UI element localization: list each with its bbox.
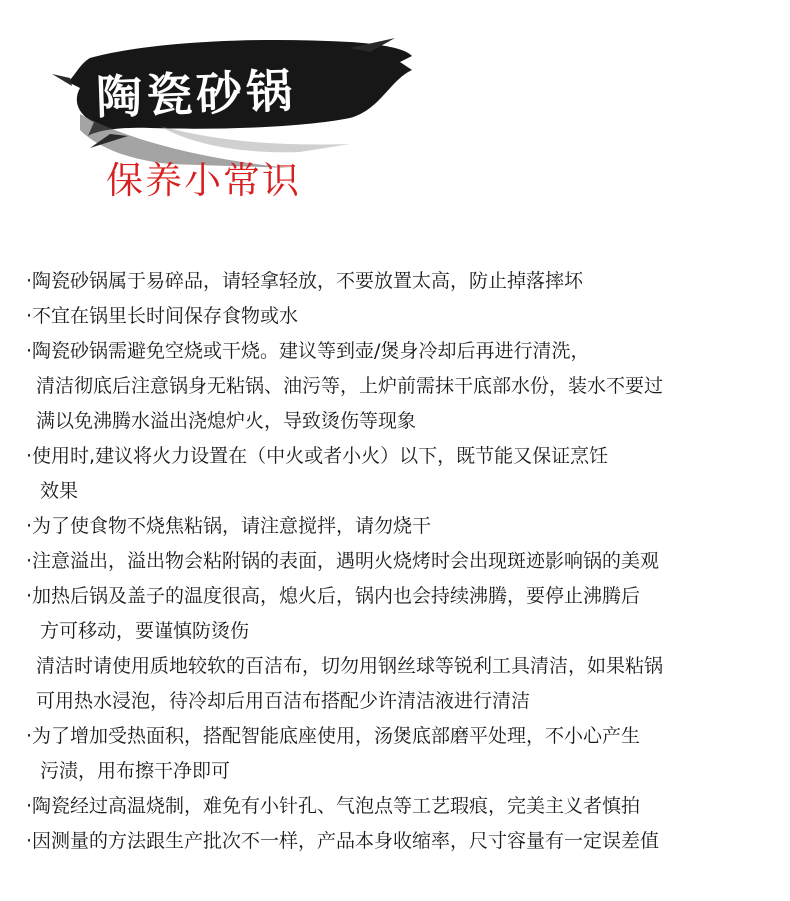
tip-line: 方可移动，要谨慎防烫伤: [40, 620, 250, 642]
tip-line: ·使用时,建议将火力设置在（中火或者小火）以下，既节能又保证烹饪: [26, 445, 609, 467]
tip-line: ·陶瓷经过高温烧制，难免有小针孔、气泡点等工艺瑕痕，完美主义者慎拍: [26, 795, 641, 817]
tip-line: ·为了增加受热面积，搭配智能底座使用，汤煲底部磨平处理，不小心产生: [26, 725, 641, 747]
tip-line: ·不宜在锅里长时间保存食物或水: [26, 305, 299, 327]
tip-line: ·注意溢出，溢出物会粘附锅的表面，遇明火烧烤时会出现斑迹影响锅的美观: [26, 550, 660, 572]
tip-line: 清洁时请使用质地较软的百洁布，切勿用钢丝球等锐利工具清洁，如果粘锅: [36, 655, 664, 677]
tip-line: 污渍，用布擦干净即可: [40, 760, 231, 782]
page-title: 陶瓷砂锅: [95, 63, 297, 125]
tip-line: 满以免沸腾水溢出浇熄炉火，导致烫伤等现象: [36, 410, 417, 432]
tip-line: ·陶瓷砂锅需避免空烧或干烧。建议等到壶/煲身冷却后再进行清洗，: [26, 340, 590, 362]
tip-line: ·为了使食物不烧焦粘锅，请注意搅拌，请勿烧干: [26, 515, 432, 537]
tip-line: 效果: [40, 480, 79, 502]
tip-line: ·因测量的方法跟生产批次不一样，产品本身收缩率，尺寸容量有一定误差值: [26, 830, 660, 852]
care-tips-list: [26, 264, 786, 859]
tip-line: ·加热后锅及盖子的温度很高，熄火后，锅内也会持续沸腾，要停止沸腾后: [26, 585, 641, 607]
page-subtitle: 保养小常识: [106, 159, 301, 202]
tip-line: 清洁彻底后注意锅身无粘锅、油污等，上炉前需抹干底部水份，装水不要过: [36, 375, 664, 397]
tip-line: 可用热水浸泡，待冷却后用百洁布搭配少许清洁液进行清洁: [36, 690, 531, 712]
tip-line: ·陶瓷砂锅属于易碎品，请轻拿轻放，不要放置太高，防止掉落摔坏: [26, 270, 584, 292]
